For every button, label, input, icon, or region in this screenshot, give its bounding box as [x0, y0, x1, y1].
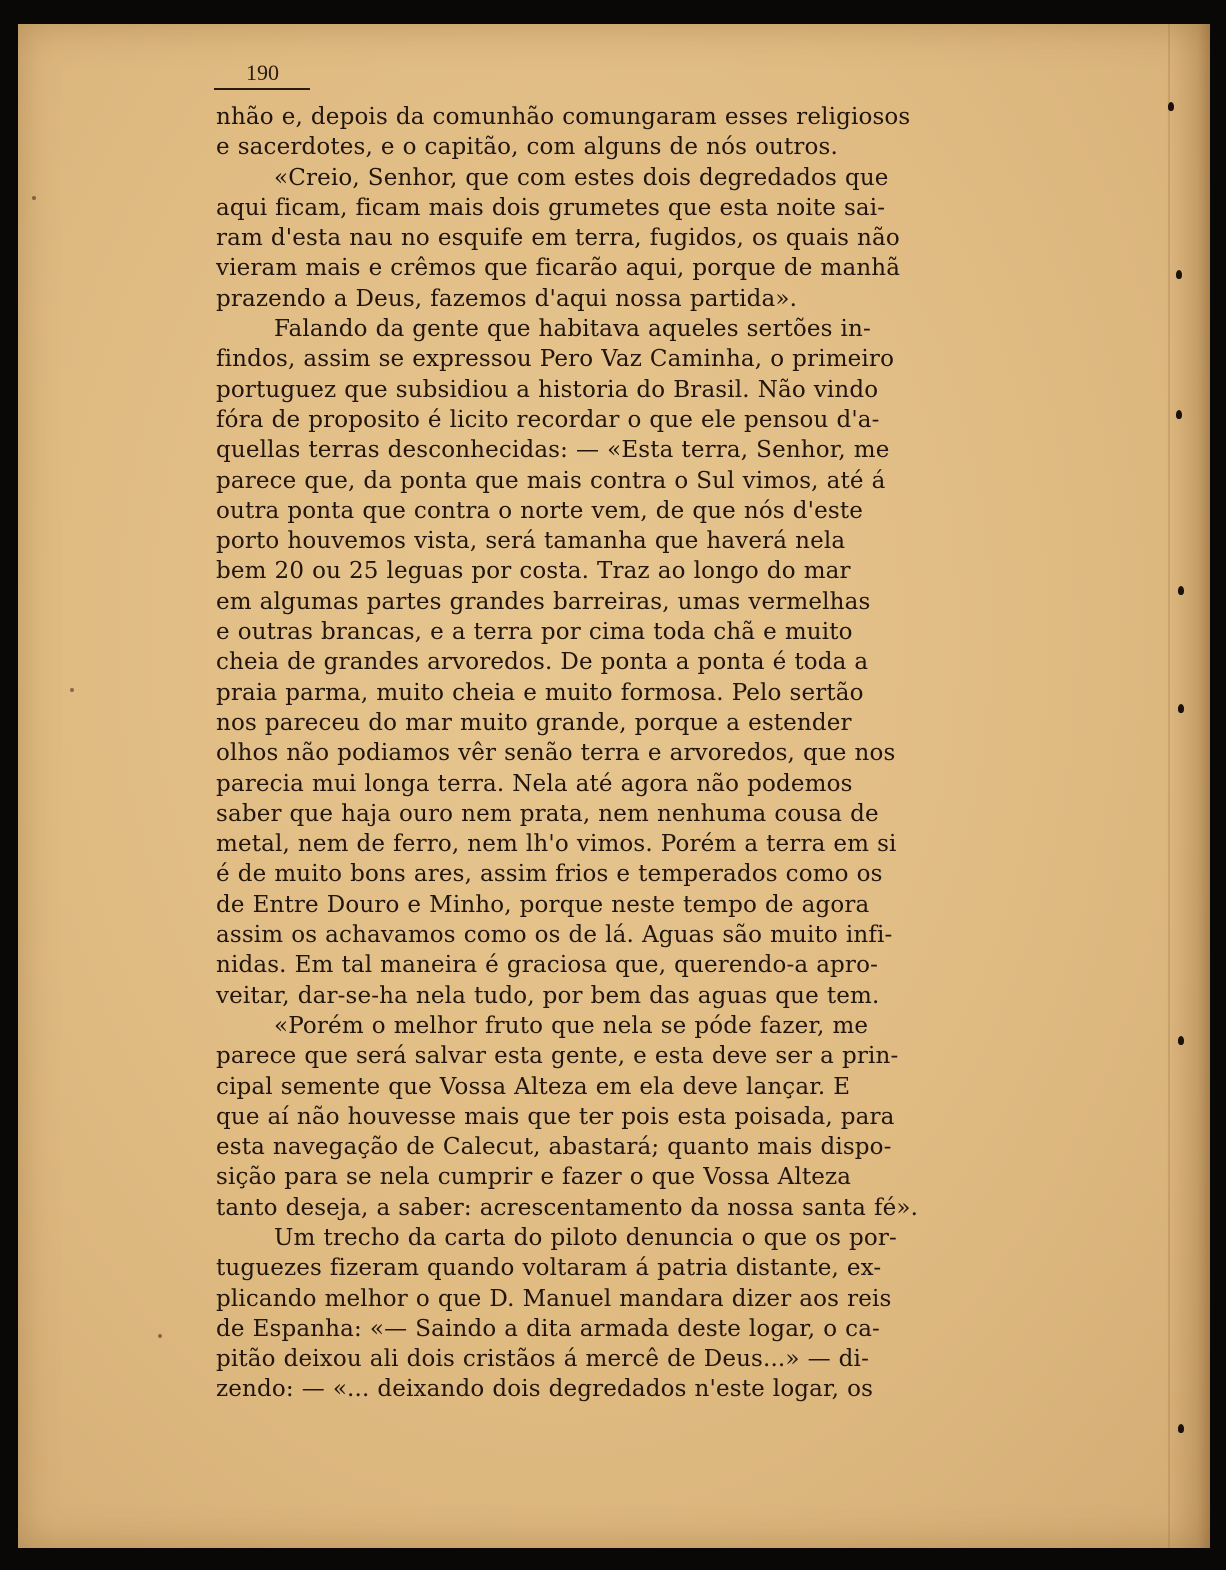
text-line: e sacerdotes, e o capitão, com alguns de nós outros. — [216, 134, 838, 161]
text-line: zendo: — «... deixando dois degredados n'este logar, os — [216, 1376, 874, 1403]
text-line: «Creio, Senhor, que com estes dois degredados que — [274, 164, 889, 191]
page-fold-line — [1168, 24, 1170, 1548]
text-line: quellas terras desconhecidas: — «Esta terra, Senhor, me — [216, 437, 890, 464]
margin-mark — [1176, 410, 1182, 419]
text-line: outra ponta que contra o norte vem, de que nós d'este — [216, 497, 863, 524]
text-line: porto houvemos vista, será tamanha que haverá nela — [216, 528, 846, 555]
text-line: cheia de grandes arvoredos. De ponta a ponta é toda a — [216, 649, 869, 676]
text-line: prazendo a Deus, fazemos d'aqui nossa partida». — [216, 285, 798, 312]
text-line: bem 20 ou 25 leguas por costa. Traz ao longo do mar — [216, 558, 851, 585]
text-line: de Espanha: «— Saindo a dita armada deste logar, o ca- — [216, 1315, 880, 1342]
text-line: ram d'esta nau no esquife em terra, fugidos, os quais não — [216, 225, 900, 252]
text-line: é de muito bons ares, assim frios e temperados como os — [216, 861, 883, 888]
text-line: plicando melhor o que D. Manuel mandara dizer aos reis — [216, 1285, 892, 1312]
text-line: que aí não houvesse mais que ter pois esta poisada, para — [216, 1103, 895, 1130]
text-line: e outras brancas, e a terra por cima toda chã e muito — [216, 619, 853, 646]
margin-mark — [1178, 1036, 1184, 1045]
text-line: parece que será salvar esta gente, e esta deve ser a prin- — [216, 1043, 899, 1070]
text-line: aqui ficam, ficam mais dois grumetes que esta noite sai- — [216, 194, 886, 221]
text-line: cipal semente que Vossa Alteza em ela deve lançar. E — [216, 1073, 851, 1100]
margin-mark — [1178, 586, 1184, 595]
margin-mark — [1176, 270, 1182, 279]
text-line: saber que haja ouro nem prata, nem nenhuma cousa de — [216, 800, 879, 827]
book-page — [18, 24, 1210, 1548]
text-line: nidas. Em tal maneira é graciosa que, querendo-a apro- — [216, 952, 878, 979]
text-line: nhão e, depois da comunhão comungaram esses religiosos — [216, 104, 911, 130]
text-line: portuguez que subsidiou a historia do Brasil. Não vindo — [216, 376, 879, 403]
text-line: parece que, da ponta que mais contra o Sul vimos, até á — [216, 467, 886, 494]
page-number-rule — [214, 88, 310, 90]
paper-speck — [158, 1334, 162, 1338]
margin-mark — [1178, 1424, 1184, 1433]
text-line: praia parma, muito cheia e muito formosa. Pelo sertão — [216, 679, 864, 706]
text-line: pitão deixou ali dois cristãos á mercê de Deus...» — di- — [216, 1346, 869, 1373]
text-line: findos, assim se expressou Pero Vaz Caminha, o primeiro — [216, 346, 895, 373]
page-number: 190 — [246, 60, 279, 85]
text-line: nos pareceu do mar muito grande, porque a estender — [216, 709, 852, 736]
text-line: «Porém o melhor fruto que nela se póde fazer, me — [274, 1012, 869, 1039]
text-line: vieram mais e crêmos que ficarão aqui, porque de manhã — [216, 255, 901, 282]
margin-mark — [1168, 102, 1174, 111]
text-line: veitar, dar-se-ha nela tudo, por bem das aguas que tem. — [216, 982, 880, 1009]
text-line: Um trecho da carta do piloto denuncia o que os por- — [274, 1224, 897, 1251]
text-line: tuguezes fizeram quando voltaram á patria distante, ex- — [216, 1255, 882, 1282]
text-line: de Entre Douro e Minho, porque neste tempo de agora — [216, 891, 870, 918]
paper-speck — [70, 688, 74, 692]
text-line: olhos não podiamos vêr senão terra e arvoredos, que nos — [216, 740, 896, 767]
text-line: sição para se nela cumprir e fazer o que Vossa Alteza — [216, 1164, 852, 1191]
body-text — [216, 102, 1022, 1405]
text-line: metal, nem de ferro, nem lh'o vimos. Porém a terra em si — [216, 831, 897, 858]
text-line: assim os achavamos como os de lá. Aguas são muito infi- — [216, 922, 893, 949]
page-edge-shadow — [1170, 24, 1210, 1548]
text-line: Falando da gente que habitava aqueles sertões in- — [274, 316, 871, 343]
text-line: em algumas partes grandes barreiras, umas vermelhas — [216, 588, 871, 615]
text-line: tanto deseja, a saber: acrescentamento da nossa santa fé». — [216, 1194, 919, 1221]
text-line: esta navegação de Calecut, abastará; quanto mais dispo- — [216, 1134, 892, 1161]
paper-speck — [32, 196, 36, 200]
text-line: fóra de proposito é licito recordar o que ele pensou d'a- — [216, 406, 880, 433]
margin-mark — [1178, 704, 1184, 713]
text-line: parecia mui longa terra. Nela até agora não podemos — [216, 770, 853, 797]
